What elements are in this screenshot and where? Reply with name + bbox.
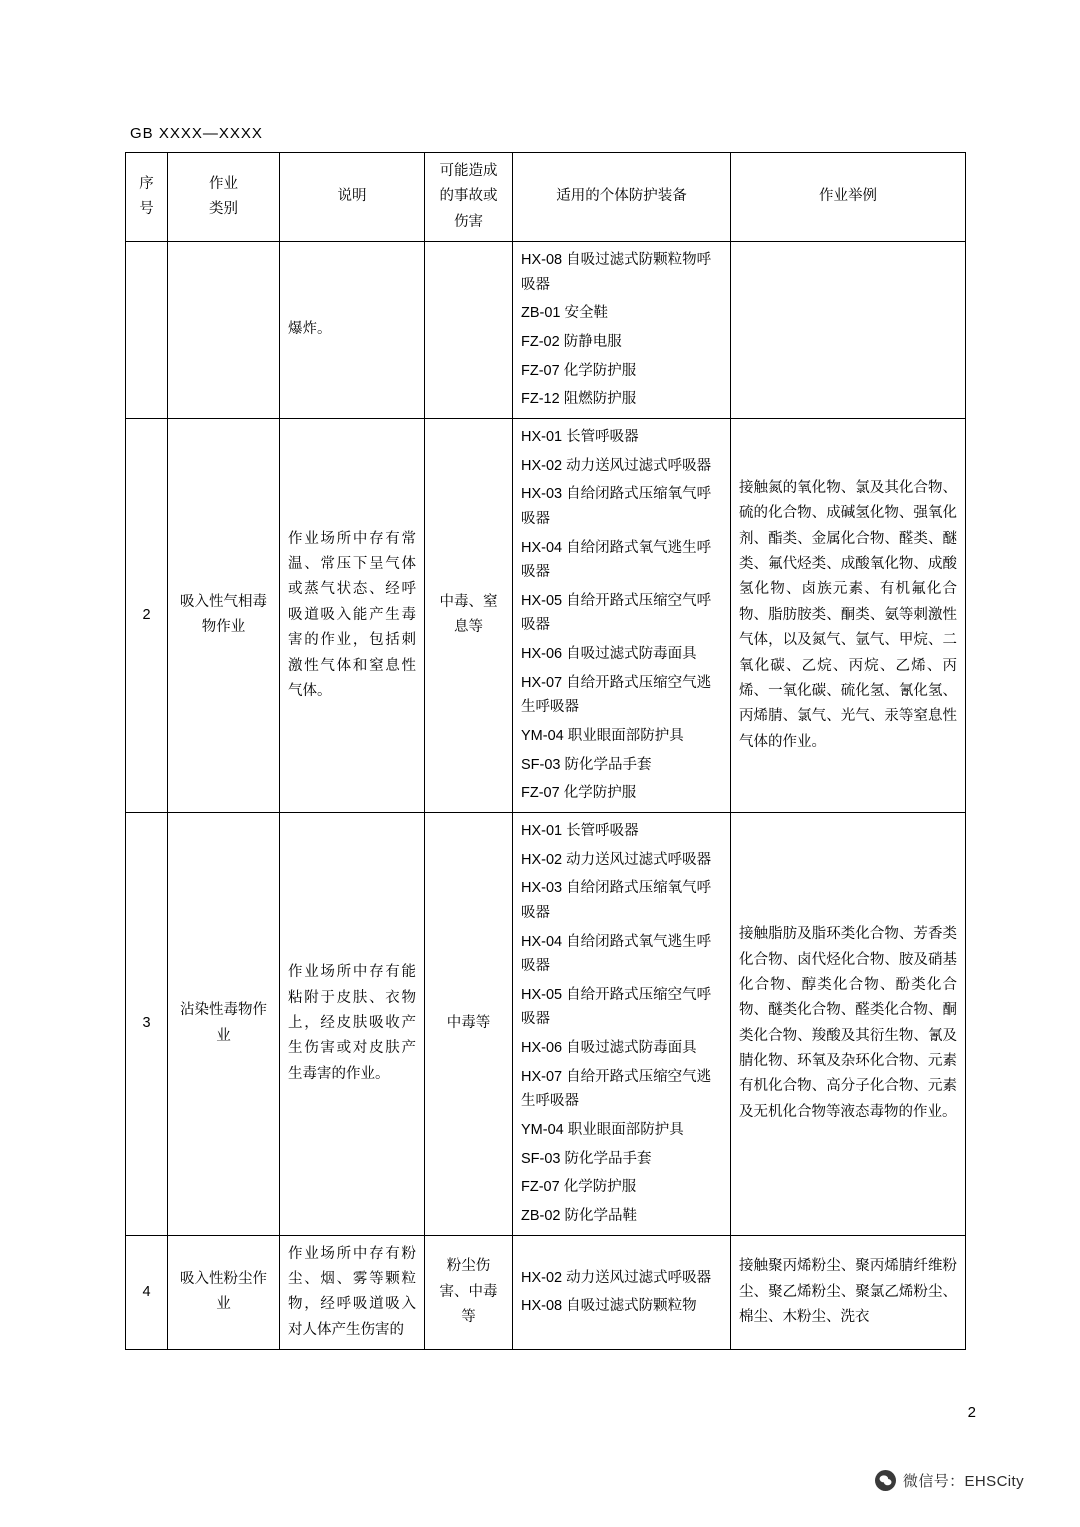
cell-examples: 接触脂肪及脂环类化合物、芳香类化合物、卤代烃化合物、胺及硝基化合物、醇类化合物、酚类化合物、醚类化合物、醛类化合物、酮类化合物、羧酸及其衍生物、氰及腈化物、环氧及杂环化合物、元素有机化合物、高分子化合物、元素及无机化合物等液态毒物的作业。 [731,812,966,1235]
cell-category [168,242,280,419]
page-number: 2 [967,1404,976,1421]
column-header-examples: 作业举例 [731,153,966,242]
cell-hazard: 粉尘伤害、中毒等 [425,1235,513,1350]
cell-serial: 2 [126,418,168,812]
cell-serial: 4 [126,1235,168,1350]
ppe-item: HX-07 自给开路式压缩空气逃生呼吸器 [521,674,712,716]
cell-ppe [513,812,731,1235]
watermark [875,1470,1024,1491]
table-row [126,1235,966,1350]
column-header-ppe: 适用的个体防护装备 [513,153,731,242]
column-header-category: 作业 类别 [168,153,280,242]
table-row [126,418,966,812]
cell-examples: 接触氮的氧化物、氯及其化合物、硫的化合物、成碱氢化物、强氧化剂、酯类、金属化合物、醛类、醚类、氟代烃类、成酸氧化物、成酸氢化物、卤族元素、有机氟化合物、脂肪胺类、酮类、氨等刺激性气体，以及氮气、氩气、甲烷、二氧化碳、乙烷、丙烷、乙烯、丙烯、一氧化碳、硫化氢、氰化氢、丙烯腈、氯气、光气、汞等窒息性气体的作业。 [731,418,966,812]
ppe-item: HX-05 自给开路式压缩空气呼吸器 [521,592,712,634]
ppe-item: FZ-07 化学防护服 [521,785,637,802]
ppe-item: HX-03 自给闭路式压缩氧气呼吸器 [521,880,712,921]
ppe-item: HX-05 自给开路式压缩空气呼吸器 [521,986,712,1028]
ppe-item: YM-04 职业眼面部防护具 [521,1121,684,1138]
ppe-item: ZB-01 安全鞋 [521,305,609,322]
ppe-item: FZ-07 化学防护服 [521,362,637,379]
cell-serial [126,242,168,419]
ppe-item: HX-01 长管呼吸器 [521,428,639,445]
cell-hazard [425,242,513,419]
ppe-list [521,425,722,806]
cell-ppe [513,418,731,812]
ppe-list [521,819,722,1229]
cell-ppe [513,1235,731,1350]
ppe-item: SF-03 防化学品手套 [521,756,652,773]
ppe-list [521,248,722,412]
cell-category: 吸入性气相毒物作业 [168,418,280,812]
cell-category: 吸入性粉尘作业 [168,1235,280,1350]
ppe-item: HX-06 自吸过滤式防毒面具 [521,646,697,663]
ppe-item: FZ-02 防静电服 [521,334,622,351]
ppe-item: HX-02 动力送风过滤式呼吸器 [521,1269,712,1286]
ppe-item: HX-06 自吸过滤式防毒面具 [521,1040,697,1057]
wechat-icon [875,1470,896,1491]
ppe-item: HX-04 自给闭路式氧气逃生呼吸器 [521,933,712,975]
ppe-item: SF-03 防化学品手套 [521,1150,652,1167]
ppe-item: HX-01 长管呼吸器 [521,822,639,839]
column-header-description: 说明 [280,153,425,242]
ppe-item: HX-04 自给闭路式氧气逃生呼吸器 [521,539,712,581]
watermark-text: 微信号：EHSCity [902,1473,1024,1490]
ppe-item: YM-04 职业眼面部防护具 [521,728,684,745]
column-header-hazard: 可能造成 的事故或 伤害 [425,153,513,242]
cell-hazard: 中毒、窒息等 [425,418,513,812]
ppe-item: HX-02 动力送风过滤式呼吸器 [521,457,712,474]
ppe-item: HX-02 动力送风过滤式呼吸器 [521,851,712,868]
table-row [126,242,966,419]
cell-serial: 3 [126,812,168,1235]
ppe-list [521,1266,722,1319]
cell-examples [731,242,966,419]
table-header-row [126,153,966,242]
standard-code-header: GB XXXX—XXXX [130,125,263,142]
ppe-requirements-table [125,152,966,1350]
cell-description: 作业场所中存有粉尘、烟、雾等颗粒物，经呼吸道吸入对人体产生伤害的 [280,1235,425,1350]
cell-description: 作业场所中存有常温、常压下呈气体或蒸气状态、经呼吸道吸入能产生毒害的作业，包括刺激性气体和窒息性气体。 [280,418,425,812]
ppe-item: FZ-12 阻燃防护服 [521,391,637,408]
ppe-item: HX-07 自给开路式压缩空气逃生呼吸器 [521,1068,712,1110]
cell-hazard: 中毒等 [425,812,513,1235]
ppe-item: HX-03 自给闭路式压缩氧气呼吸器 [521,486,712,527]
ppe-item: HX-08 自吸过滤式防颗粒物 [521,1298,697,1315]
ppe-item: ZB-02 防化学品鞋 [521,1207,638,1224]
cell-description: 作业场所中存有能粘附于皮肤、衣物上，经皮肤吸收产生伤害或对皮肤产生毒害的作业。 [280,812,425,1235]
ppe-item: HX-08 自吸过滤式防颗粒物呼吸器 [521,252,712,293]
ppe-item: FZ-07 化学防护服 [521,1179,637,1196]
cell-ppe [513,242,731,419]
table-row [126,812,966,1235]
column-header-serial: 序 号 [126,153,168,242]
cell-examples: 接触聚丙烯粉尘、聚丙烯腈纤维粉尘、聚乙烯粉尘、聚氯乙烯粉尘、棉尘、木粉尘、洗衣 [731,1235,966,1350]
cell-category: 沾染性毒物作业 [168,812,280,1235]
cell-description: 爆炸。 [280,242,425,419]
